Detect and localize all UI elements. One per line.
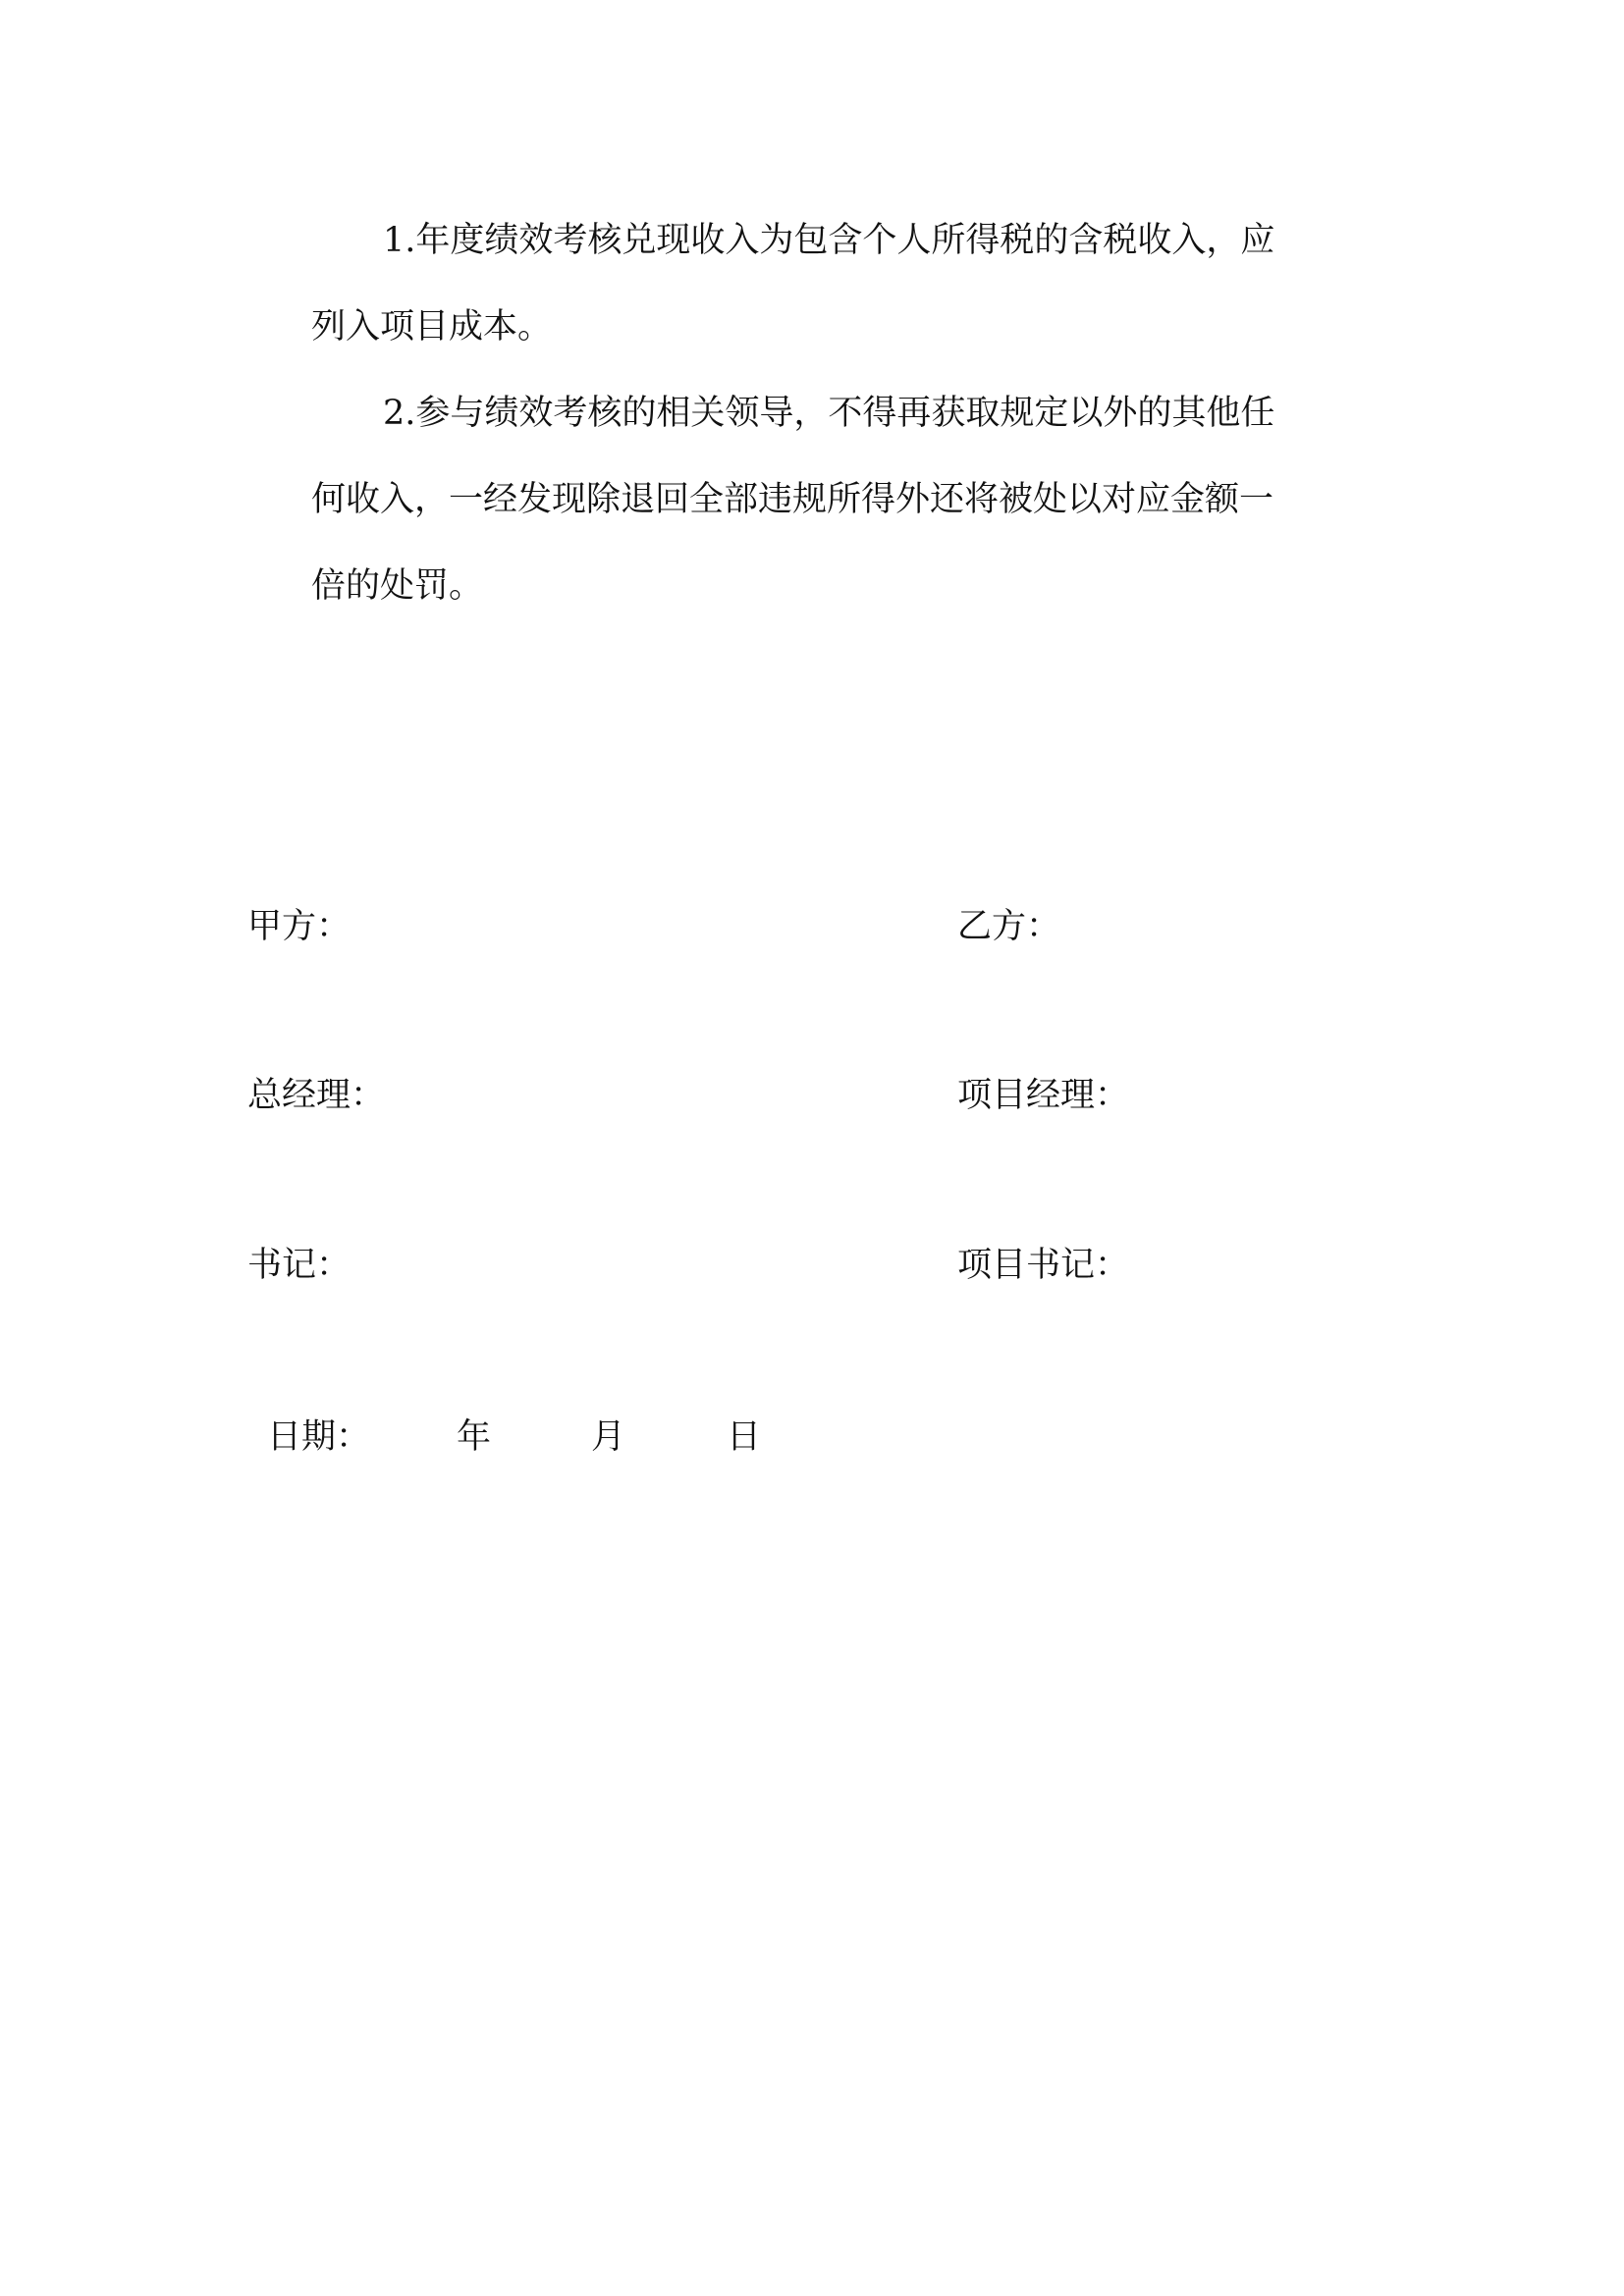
date-year-label: 年 [457, 1417, 492, 1457]
clause-1-line-2: 列入项目成本。 [311, 307, 553, 347]
project-secretary-label: 项目书记： [957, 1246, 1130, 1285]
clause-2-line-2: 何收入，一经发现除退回全部违规所得外还将被处以对应金额一 [311, 480, 1274, 519]
date-day-label: 日 [727, 1417, 762, 1457]
clause-2 [311, 370, 1387, 629]
party-a-label: 甲方： [247, 907, 352, 946]
party-b-label: 乙方： [957, 907, 1061, 946]
general-manager-label: 总经理： [247, 1076, 386, 1115]
project-manager-label: 项目经理： [957, 1076, 1130, 1115]
clause-1-line-1: 1.年度绩效考核兑现收入为包含个人所得税的含税收入，应 [383, 221, 1275, 260]
date-label: 日期： [267, 1417, 371, 1457]
clause-2-line-3: 倍的处罚。 [311, 566, 484, 606]
clause-2-line-1: 2.参与绩效考核的相关领导，不得再获取规定以外的其他任 [383, 394, 1275, 433]
date-month-label: 月 [591, 1417, 626, 1457]
secretary-label: 书记： [247, 1246, 352, 1285]
clause-1 [311, 197, 1387, 370]
